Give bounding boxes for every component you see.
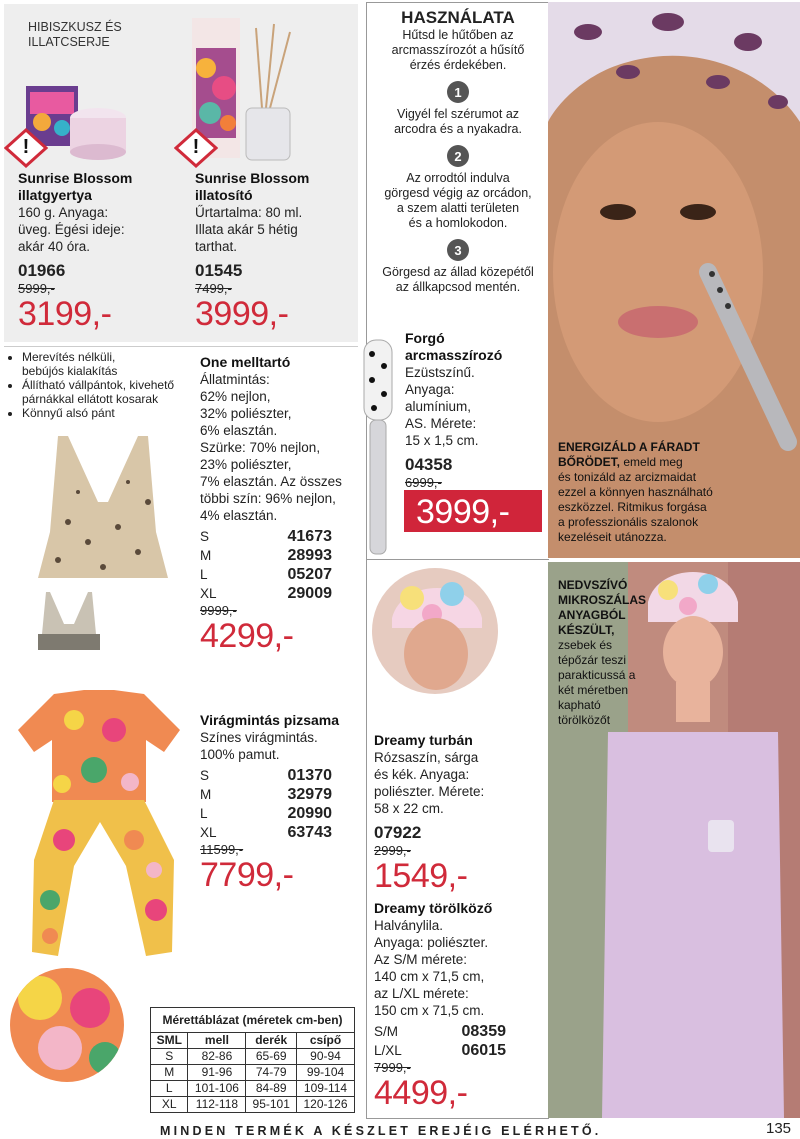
warning-icon: ! bbox=[4, 128, 48, 168]
bra-image-small bbox=[34, 590, 104, 652]
size-code-list bbox=[200, 766, 332, 842]
list-item: • Állítható vállpántok, kivehető párnákkal ellátott kosarak bbox=[22, 378, 212, 406]
list-item: • Könnyű alsó pánt bbox=[22, 406, 212, 420]
table-row: XL 112-118 95-101 120-126 bbox=[151, 1097, 355, 1113]
product-code: 07922 bbox=[374, 823, 422, 842]
size-table-title: Mérettáblázat (méretek cm-ben) bbox=[151, 1008, 355, 1033]
step-number: 3 bbox=[447, 239, 469, 261]
price: 1549,- bbox=[374, 857, 468, 895]
table-row: L 101-106 84-89 109-114 bbox=[151, 1081, 355, 1097]
pajama-fabric-swatch bbox=[10, 968, 124, 1082]
table-row: S 82-86 65-69 90-94 bbox=[151, 1049, 355, 1065]
bra-panel-border bbox=[4, 346, 358, 347]
pajama-info: Virágmintás pizsama Színes virágmintás. 100% pamut. S 01370 M 32979 L 20990 XL 63743 11599,- 7799,- bbox=[200, 712, 356, 893]
product-name: Dreamy turbán bbox=[374, 732, 473, 748]
bra-feature-list bbox=[8, 350, 212, 420]
size-code-list bbox=[374, 1022, 506, 1060]
product-code: 04358 bbox=[405, 455, 453, 474]
old-price: 9999,- bbox=[200, 603, 237, 618]
product-name: Sunrise Blossom bbox=[18, 170, 133, 186]
usage-title: HASZNÁLATA bbox=[401, 8, 515, 27]
step-number: 2 bbox=[447, 145, 469, 167]
product-name: illatgyertya bbox=[18, 187, 92, 203]
old-price: 7999,- bbox=[374, 1060, 411, 1075]
bra-info: One melltartó Állatmintás: 62% nejlon, 32% poliészter, 6% elasztán. Szürke: 70% nejlon, 23% poliészter, 7% elasztán. Az összes többi szín: 96% nejlon, 4% elasztán. S 41673 M 28993 L 05207 XL 29009 9999,- 4299,- bbox=[200, 354, 356, 654]
size-table: Mérettáblázat (méretek cm-ben) SML mell derék csípő S 82-86 65-69 90-94 M 91-96 74-79 99-104 L 101-106 84-89 109-114 XL 112-118 95-101 120-126 bbox=[150, 1007, 355, 1113]
old-price: 11599,- bbox=[200, 842, 244, 857]
massager-info: Forgó arcmasszírozó Ezüstszínű. Anyaga: alumínium, AS. Mérete: 15 x 1,5 cm. 04358 6999,- bbox=[405, 330, 545, 490]
pajama-image bbox=[14, 690, 184, 960]
list-item: • Merevítés nélküli, bebújós kialakítás bbox=[22, 350, 212, 378]
product-code: 01966 bbox=[18, 261, 66, 280]
product-name: One melltartó bbox=[200, 354, 291, 370]
size-row: S 41673 bbox=[200, 528, 332, 545]
product-name: Dreamy törölköző bbox=[374, 900, 493, 916]
product-name: Forgó bbox=[405, 330, 445, 346]
product-name: arcmasszírozó bbox=[405, 347, 503, 363]
towel-info: Dreamy törölköző Halványlila. Anyaga: poliészter. Az S/M mérete: 140 cm x 71,5 cm, az L/XL mérete: 150 cm x 71,5 cm. S/M 08359 L/XL 06015 7999,- 4499,- bbox=[374, 900, 544, 1111]
massager-promo: ENERGIZÁLD A FÁRADT BŐRÖDET, emeld meg és tonizáld az arcizmaidat ezzel a könnyen használható eszközzel. Ritmikus forgása a professzionális szalonok kezeléseit utánozza. bbox=[558, 440, 713, 544]
price: 3199,- bbox=[18, 295, 112, 333]
candle-info: Sunrise Blossom illatgyertya 160 g. Anyaga: üveg. Égési ideje: akár 40 óra. 01966 5999,- 3199,- bbox=[18, 170, 168, 332]
turban-info: Dreamy turbán Rózsaszín, sárga és kék. Anyaga: poliészter. Mérete: 58 x 22 cm. 07922 2999,- 1549,- bbox=[374, 732, 544, 894]
price: 3999,- bbox=[195, 295, 289, 333]
size-row: M 28993 bbox=[200, 547, 332, 564]
size-row: XL 63743 bbox=[200, 824, 332, 841]
product-name: Sunrise Blossom bbox=[195, 170, 310, 186]
old-price: 6999,- bbox=[405, 475, 442, 490]
size-row: S 01370 bbox=[200, 767, 332, 784]
bra-image-large bbox=[28, 432, 178, 582]
old-price: 7499,- bbox=[195, 281, 232, 296]
size-code-list bbox=[200, 527, 332, 603]
fragrance-heading: HIBISZKUSZ ÉS ILLATCSERJE bbox=[28, 20, 122, 49]
price: 4499,- bbox=[374, 1074, 468, 1112]
size-row: XL 29009 bbox=[200, 585, 332, 602]
price: 4299,- bbox=[200, 617, 294, 655]
product-name: Virágmintás pizsama bbox=[200, 712, 340, 728]
footer-note: MINDEN TERMÉK A KÉSZLET EREJÉIG ELÉRHETŐ. bbox=[160, 1124, 602, 1138]
size-row: L/XL 06015 bbox=[374, 1042, 506, 1059]
warning-icon: ! bbox=[174, 128, 218, 168]
size-row: M 32979 bbox=[200, 786, 332, 803]
massager-image bbox=[360, 338, 396, 558]
table-row: M 91-96 74-79 99-104 bbox=[151, 1065, 355, 1081]
size-row: S/M 08359 bbox=[374, 1023, 506, 1040]
size-row: L 20990 bbox=[200, 805, 332, 822]
turban-photo bbox=[372, 568, 498, 694]
product-name: illatosító bbox=[195, 187, 253, 203]
old-price: 5999,- bbox=[18, 281, 55, 296]
step-number: 1 bbox=[447, 81, 469, 103]
price: 3999,- bbox=[416, 493, 510, 531]
usage-instructions: HASZNÁLATA Hűtsd le hűtőben az arcmasszírozót a hűsítő érzés érdekében. 1 Vigyél fel szérumot az arcodra és a nyakadra. 2 Az orrodtól indulva görgesd végig az orcádon, a szem alatti területen és a homlokodon. 3 Görgesd az állad közepétől az állkapcsod mentén. bbox=[366, 8, 550, 295]
page-number: 135 bbox=[766, 1120, 792, 1137]
price: 7799,- bbox=[200, 856, 294, 894]
old-price: 2999,- bbox=[374, 843, 411, 858]
towel-promo: NEDVSZÍVÓ MIKROSZÁLAS ANYAGBÓL KÉSZÜLT, zsebek és tépőzár teszi parakticussá a két méretben kapható törölközőt bbox=[558, 578, 646, 727]
product-code: 01545 bbox=[195, 261, 243, 280]
size-row: L 05207 bbox=[200, 566, 332, 583]
diffuser-info: Sunrise Blossom illatosító Űrtartalma: 80 ml. Illata akár 5 hétig tarthat. 01545 7499,- 3999,- bbox=[195, 170, 355, 332]
